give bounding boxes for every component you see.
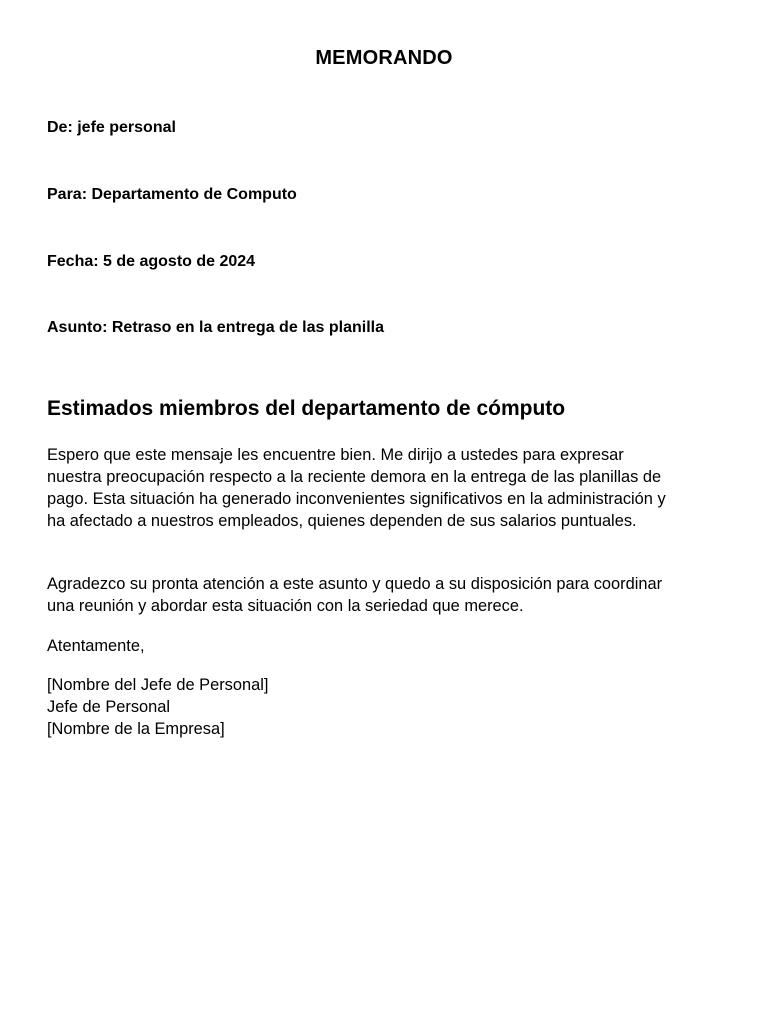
memo-to: Para: Departamento de Computo [47, 186, 297, 203]
memo-title: MEMORANDO [315, 47, 453, 69]
memo-greeting: Estimados miembros del departamento de cómputo [47, 397, 566, 420]
signature-role: Jefe de Personal [47, 698, 171, 716]
paragraph-line: ha afectado a nuestros empleados, quienes dependen de sus salarios puntuales. [47, 512, 637, 530]
paragraph-line: pago. Esta situación ha generado inconvenientes significativos en la administración y [47, 490, 666, 508]
memo-signature [47, 674, 268, 740]
paragraph-line: nuestra preocupación respecto a la reciente demora en la entrega de las planillas de [47, 468, 662, 486]
memo-paragraph-1 [47, 444, 727, 532]
paragraph-line: una reunión y abordar esta situación con la seriedad que merece. [47, 597, 524, 615]
memo-date: Fecha: 5 de agosto de 2024 [47, 253, 256, 270]
memo-paragraph-2 [47, 573, 727, 617]
memo-from: De: jefe personal [47, 119, 176, 136]
paragraph-line: Espero que este mensaje les encuentre bien. Me dirijo a ustedes para expresar [47, 446, 624, 464]
signature-name: [Nombre del Jefe de Personal] [47, 676, 269, 694]
memo-closing: Atentamente, [47, 637, 145, 655]
signature-company: [Nombre de la Empresa] [47, 720, 225, 738]
paragraph-line: Agradezco su pronta atención a este asunto y quedo a su disposición para coordinar [47, 575, 663, 593]
memo-subject: Asunto: Retraso en la entrega de las planilla [47, 319, 384, 336]
